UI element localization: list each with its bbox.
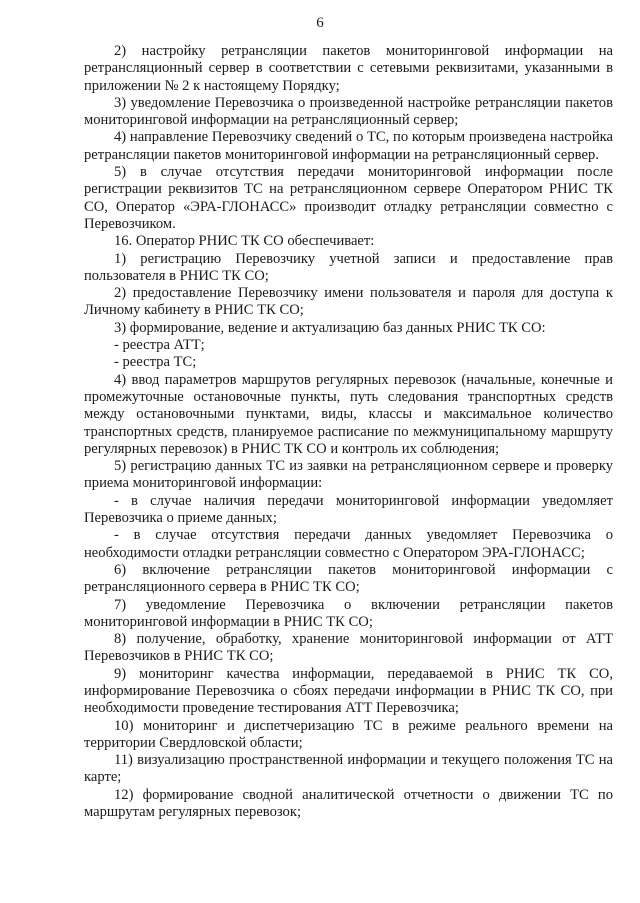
list-item-att-registry: - реестра АТТ; [114,337,205,354]
paragraph-5-debug-relay: 5) в случае отсутствия передачи мониторинговой информации после регистрации реквизитов ТС на ретрансляционном сервере Оператором РНИС ТК СО, Оператор «ЭРА-ГЛОНАСС» производит отладку ретрансляции совместно с Перевозчиком. [84,164,613,232]
paragraph-4-send-info: 4) направление Перевозчику сведений о ТС, по которым произведена настройка ретрансляции пакетов мониторинговой информации на ретрансляционный сервер. [84,129,613,163]
sub-item-data-absent: - в случае отсутствия передачи данных уведомляет Перевозчика о необходимости отладки ретрансляции совместно с Оператором ЭРА-ГЛОНАСС; [84,527,613,561]
item-5-registration-check: 5) регистрацию данных ТС из заявки на ретрансляционном сервере и проверку приема мониторинговой информации: [84,458,613,492]
item-2-credentials: 2) предоставление Перевозчику имени пользователя и пароля для доступа к Личному кабинету в РНИС ТК СО; [84,285,613,319]
document-body [84,43,613,821]
item-11-visualization: 11) визуализацию пространственной информации и текущего положения ТС на карте; [84,752,613,786]
item-4-route-parameters: 4) ввод параметров маршрутов регулярных перевозок (начальные, конечные и промежуточные остановочные пункты, путь следования транспортных средств между остановочными пунктами, виды, классы и максимальное количество транспортных средств, планируемое расписание по межмуниципальному маршруту регулярных перевозок) в РНИС ТК СО и контроль их соблюдения; [84,371,613,457]
item-3-databases: 3) формирование, ведение и актуализацию баз данных РНИС ТК СО: [114,319,546,336]
item-9-quality-monitoring: 9) мониторинг качества информации, передаваемой в РНИС ТК СО, информирование Перевозчика о сбоях передачи информации в РНИС ТК СО, при необходимости проведение тестирования АТТ Перевозчика; [84,665,613,717]
paragraph-2-relay-setup: 2) настройку ретрансляции пакетов мониторинговой информации на ретрансляционный сервер в соответствии с сетевыми реквизитами, указанными в приложении № 2 к настоящему Порядку; [84,43,613,94]
item-12-reporting: 12) формирование сводной аналитической отчетности о движении ТС по маршрутам регулярных перевозок; [84,786,613,821]
paragraph-3-notify-setup: 3) уведомление Перевозчика о произведенной настройке ретрансляции пакетов мониторинговой информации на ретрансляционный сервер; [84,94,613,129]
item-10-dispatching: 10) мониторинг и диспетчеризацию ТС в режиме реального времени на территории Свердловской области; [84,717,613,751]
item-1-registration: 1) регистрацию Перевозчику учетной записи и предоставление прав пользователя в РНИС ТК СО; [84,250,613,284]
list-item-ts-registry: - реестра ТС; [114,354,197,371]
item-8-receive-data: 8) получение, обработку, хранение мониторинговой информации от АТТ Перевозчиков в РНИС ТК СО; [84,631,613,665]
item-6-enable-relay: 6) включение ретрансляции пакетов мониторинговой информации с ретрансляционного сервера в РНИС ТК СО; [84,561,613,596]
page-number: 6 [316,15,324,31]
item-7-notify-enable: 7) уведомление Перевозчика о включении ретрансляции пакетов мониторинговой информации в РНИС ТК СО; [84,596,613,630]
section-16-heading: 16. Оператор РНИС ТК СО обеспечивает: [114,233,375,250]
sub-item-data-present: - в случае наличия передачи мониторинговой информации уведомляет Перевозчика о приеме данных; [84,492,613,527]
